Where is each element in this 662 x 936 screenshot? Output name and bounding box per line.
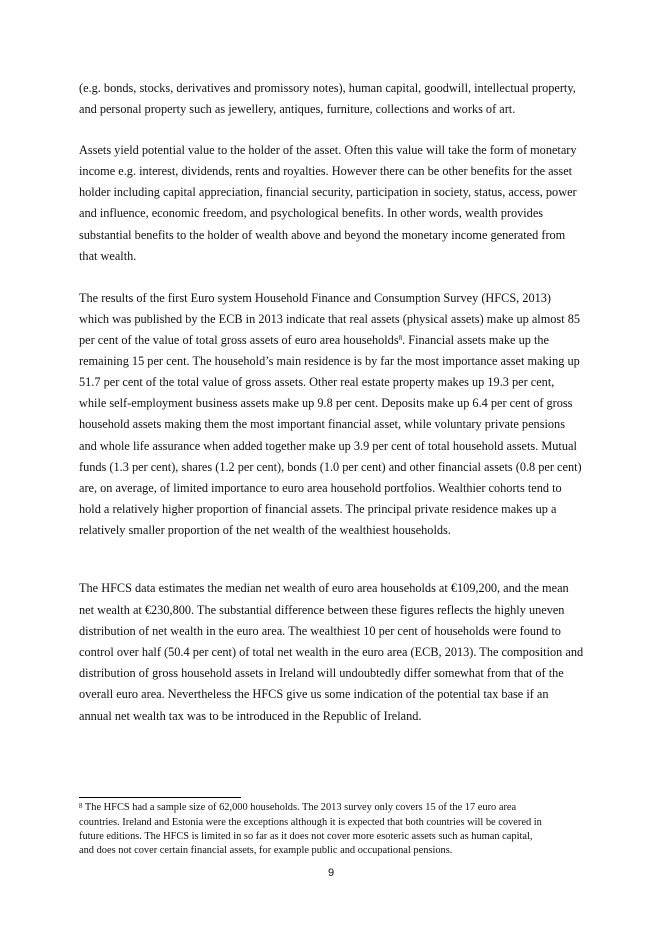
text-line: annual net wealth tax was to be introduced in the Republic of Ireland. xyxy=(79,709,422,723)
text-line: which was published by the ECB in 2013 indicate that real assets (physical assets) make up almost 85 xyxy=(79,312,580,326)
text-line: and influence, economic freedom, and psychological benefits. In other words, wealth provides xyxy=(79,206,544,220)
text-line: remaining 15 per cent. The household’s main residence is by far the most importance asset making up xyxy=(79,354,580,368)
text-line: The results of the first Euro system Household Finance and Consumption Survey (HFCS, 2013) xyxy=(79,291,552,305)
text-line: and whole life assurance when added together make up 3.9 per cent of total household assets. Mutual xyxy=(79,439,577,453)
footnote-line: countries. Ireland and Estonia were the exceptions although it is expected that both countries will be covered in xyxy=(79,817,542,828)
footnote-line: future editions. The HFCS is limited in so far as it does not cover more esoteric assets such as human capital, xyxy=(79,831,533,842)
text-line: distribution of net wealth in the euro area. The wealthiest 10 per cent of households were found to xyxy=(79,624,561,638)
text-segment: The HFCS had a sample size of 62,000 households. The 2013 survey only covers 15 of the 17 euro area xyxy=(82,802,517,813)
text-line: The HFCS data estimates the median net wealth of euro area households at €109,200, and the mean xyxy=(79,581,569,595)
text-line: net wealth at €230,800. The substantial difference between these figures reflects the highly uneven xyxy=(79,603,565,617)
text-line: household assets making them the most important financial asset, while voluntary private pensions xyxy=(79,417,565,431)
footnote-line: and does not cover certain financial assets, for example public and occupational pensions. xyxy=(79,845,453,856)
text-line: income e.g. interest, dividends, rents and royalties. However there can be other benefits for the asset xyxy=(79,164,573,178)
footnote-line xyxy=(79,802,516,814)
text-line: holder including capital appreciation, financial security, participation in society, status, access, power xyxy=(79,185,577,199)
text-line: (e.g. bonds, stocks, derivatives and promissory notes), human capital, goodwill, intellectual property, xyxy=(79,81,576,95)
text-line: hold a relatively higher proportion of financial assets. The principal private residence makes up a xyxy=(79,502,557,516)
footnote-reference[interactable]: 8 xyxy=(398,334,403,342)
text-line: are, on average, of limited importance to euro area household portfolios. Wealthier cohorts tend to xyxy=(79,481,562,495)
text-line: funds (1.3 per cent), shares (1.2 per cent), bonds (1.0 per cent) and other financial assets (0.8 per cent) xyxy=(79,460,582,474)
text-line: control over half (50.4 per cent) of total net wealth in the euro area (ECB, 2013). The composition and xyxy=(79,645,584,659)
text-line: Assets yield potential value to the holder of the asset. Often this value will take the form of monetary xyxy=(79,143,577,157)
text-line: relatively smaller proportion of the net wealth of the wealthiest households. xyxy=(79,523,451,537)
footnote-separator xyxy=(79,797,241,798)
text-line: and personal property such as jewellery, antiques, furniture, collections and works of art. xyxy=(79,102,516,116)
text-line: distribution of gross household assets in Ireland will undoubtedly differ somewhat from that of the xyxy=(79,666,564,680)
page-number: 9 xyxy=(327,867,335,879)
text-line: 51.7 per cent of the total value of gross assets. Other real estate property makes up 19.3 per cent, xyxy=(79,375,555,389)
text-line: that wealth. xyxy=(79,249,137,263)
text-line: while self-employment business assets make up 9.8 per cent. Deposits make up 6.4 per cent of gross xyxy=(79,396,573,410)
text-line xyxy=(79,333,549,347)
text-line: substantial benefits to the holder of wealth above and beyond the monetary income generated from xyxy=(79,228,566,242)
text-segment: per cent of the value of total gross assets of euro area households xyxy=(79,333,399,347)
text-line: overall euro area. Nevertheless the HFCS give us some indication of the potential tax base if an xyxy=(79,687,549,701)
footnote-number: 8 xyxy=(79,802,83,810)
text-segment: . Financial assets make up the xyxy=(402,333,549,347)
